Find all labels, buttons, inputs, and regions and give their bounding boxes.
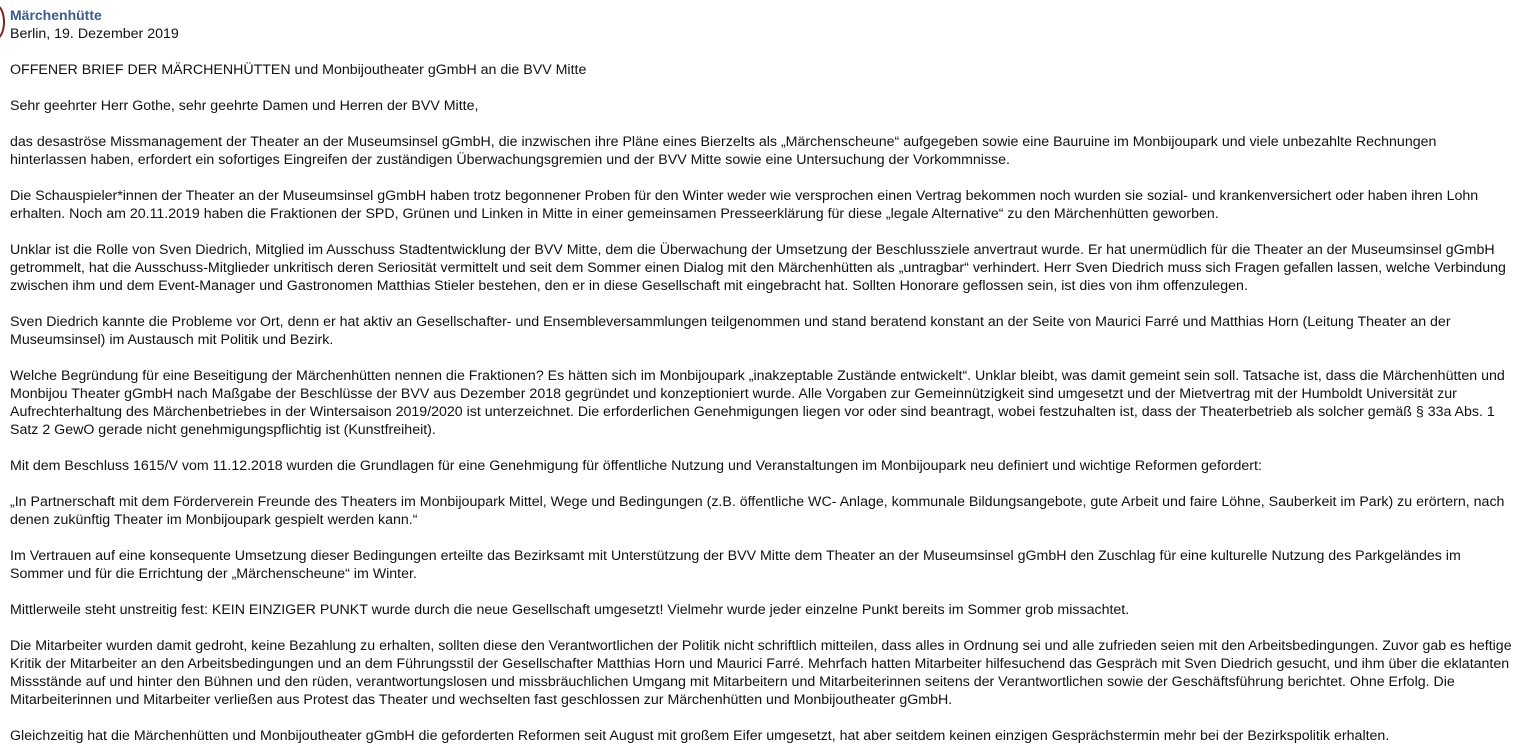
paragraph: Mit dem Beschluss 1615/V vom 11.12.2018 wurden die Grundlagen für eine Genehmigung für öffentliche Nutzung und Veranstaltungen im Monbijoupark neu definiert und wichtige Reformen gefordert: — [10, 458, 1262, 474]
paragraph: Unklar ist die Rolle von Sven Diedrich, Mitglied im Ausschuss Stadtentwicklung der BVV Mitte, dem die Überwachung der Umsetzung der Beschlussziele anvertraut wurde. Er hat unermüdlich für die Theater an der Museumsinsel gGmbH getrommelt, hat die Ausschuss-Mitglieder unkritisch deren Seriosität vermittelt und seit dem Sommer einen Dialog mit den Märchenhütten als „untragbar“ verhindert. Herr Sven Diedrich muss sich Fragen gefallen lassen, welche Verbindung zwischen ihm und dem Event-Manager und Gastronomen Matthias Stieler bestehen, den er in diese Gesellschaft mit eingebracht hat. Sollten Honorare geflossen sein, ist dies von ihm offenzulegen. — [10, 242, 1506, 294]
paragraph: Sven Diedrich kannte die Probleme vor Ort, denn er hat aktiv an Gesellschafter- und Ensembleversammlungen teilgenommen und stand beratend konstant an der Seite von Maurici Farré und Matthias Horn (Leitung Theater an der Museumsinsel) im Austausch mit Politik und Bezirk. — [10, 314, 1451, 348]
message-body — [10, 6, 1524, 745]
paragraph: Die Schauspieler*innen der Theater an der Museumsinsel gGmbH haben trotz begonnener Proben für den Winter weder wie versprochen einen Vertrag bekommen noch wurden sie sozial- und krankenversichert oder haben ihren Lohn erhalten. Noch am 20.11.2019 haben die Fraktionen der SPD, Grünen und Linken in Mitte in einer gemeinsamen Presseerklärung für diese „legale Alternative“ zu den Märchenhütten geworben. — [10, 188, 1479, 222]
avatar — [0, 4, 5, 40]
paragraph: Welche Begründung für eine Beseitigung der Märchenhütten nennen die Fraktionen? Es hätten sich im Monbijoupark „inakzeptable Zustände entwickelt“. Unklar bleibt, was damit gemeint sein soll. Tatsache ist, dass die Märchenhütten und Monbijou Theater gGmbH nach Maßgabe der Beschlüsse der BVV aus Dezember 2018 gegründet und konzeptioniert wurde. Alle Vorgaben zur Gemeinnützigkeit sind umgesetzt und der Mietvertrag mit der Humboldt Universität zur Aufrechterhaltung des Märchenbetriebes in der Wintersaison 2019/2020 ist unterzeichnet. Die erforderlichen Genehmigungen liegen vor oder sind beantragt, wobei festzuhalten ist, dass der Theaterbetrieb als solcher gemäß § 33a Abs. 1 Satz 2 GewO gerade nicht genehmigungspflichtig ist (Kunstfreiheit). — [10, 368, 1505, 438]
paragraph: Mittlerweile steht unstreitig fest: KEIN EINZIGER PUNKT wurde durch die neue Gesellschaft umgesetzt! Vielmehr wurde jeder einzelne Punkt bereits im Sommer grob missachtet. — [10, 602, 1130, 618]
quote-paragraph: „In Partnerschaft mit dem Förderverein Freunde des Theaters im Monbijoupark Mittel, Wege und Bedingungen (z.B. öffentliche WC- Anlage, kommunale Bildungsangebote, gute Arbeit und faire Löhne, Sauberkeit im Park) zu erörtern, nach denen zukünftig Theater im Monbijoupark gespielt werden kann.“ — [10, 494, 1505, 528]
letter-heading: OFFENER BRIEF DER MÄRCHENHÜTTEN und Monbijoutheater gGmbH an die BVV Mitte — [10, 62, 587, 78]
paragraph: Die Mitarbeiter wurden damit gedroht, keine Bezahlung zu erhalten, sollten diese den Verantwortlichen der Politik nicht schriftlich mitteilen, dass alles in Ordnung sei und alle zufrieden seien mit den Arbeitsbedingungen. Zuvor gab es heftige Kritik der Mitarbeiter an den Arbeitsbedingungen und an dem Führungsstil der Gesellschafter Matthias Horn und Maurici Farré. Mehrfach hatten Mitarbeiter hilfesuchend das Gespräch mit Sven Diedrich gesucht, und ihm über die eklatanten Missstände auf und hinter den Bühnen und den rüden, verantwortungslosen und missbräuchlichen Umgang mit Mitarbeitern und Mitarbeiterinnen seitens der Verantwortlichen sowie der Geschäftsführung berichtet. Ohne Erfolg. Die Mitarbeiterinnen und Mitarbeiter verließen aus Protest das Theater und wechselten fast geschlossen zur Märchenhütten und Monbijoutheater gGmbH. — [10, 638, 1512, 708]
paragraph: das desaströse Missmanagement der Theater an der Museumsinsel gGmbH, die inzwischen ihre Pläne eines Bierzelts als „Märchenscheune“ aufgegeben sowie eine Bauruine im Monbijoupark und viele unbezahlte Rechnungen hinterlassen haben, erfordert ein sofortiges Eingreifen der zuständigen Überwachungsgremien und der BVV Mitte sowie eine Untersuchung der Vorkommnisse. — [10, 134, 1437, 168]
date-line: Berlin, 19. Dezember 2019 — [10, 26, 179, 42]
salutation: Sehr geehrter Herr Gothe, sehr geehrte Damen und Herren der BVV Mitte, — [10, 98, 479, 114]
sender-name[interactable]: Märchenhütte — [10, 7, 102, 23]
paragraph: Gleichzeitig hat die Märchenhütten und Monbijoutheater gGmbH die geforderten Reformen seit August mit großem Eifer umgesetzt, hat aber seitdem keinen einzigen Gesprächstermin mehr bei der Bezirkspolitik erhalten. — [10, 728, 1390, 744]
paragraph: Im Vertrauen auf eine konsequente Umsetzung dieser Bedingungen erteilte das Bezirksamt mit Unterstützung der BVV Mitte dem Theater an der Museumsinsel gGmbH den Zuschlag für eine kulturelle Nutzung des Parkgeländes im Sommer und für die Errichtung der „Märchenscheune“ im Winter. — [10, 548, 1461, 582]
